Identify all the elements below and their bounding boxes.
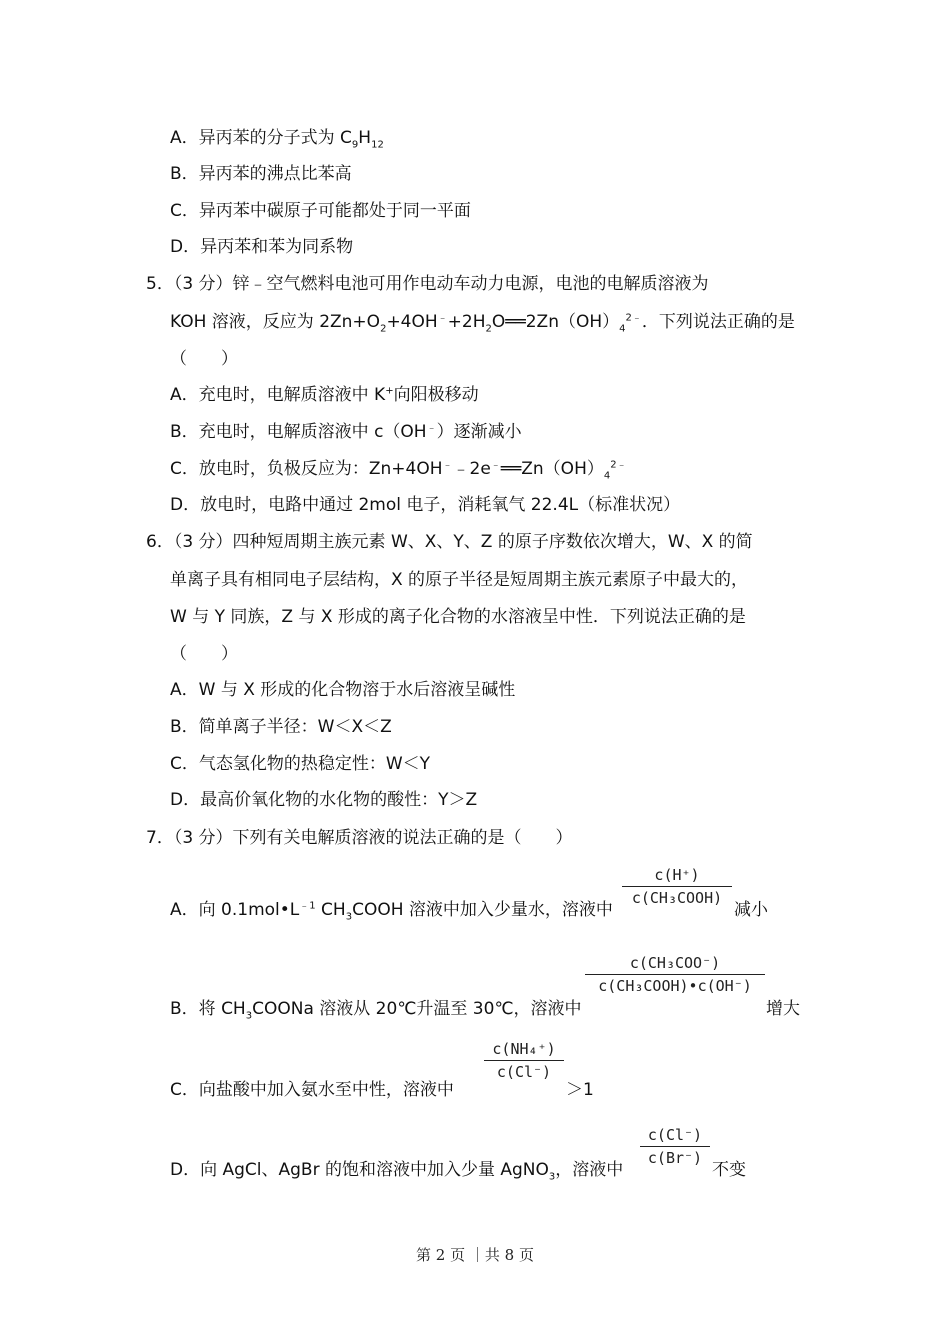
q7-b-numerator: c(CH₃COO⁻) [629, 954, 721, 972]
q7-a-fraction [622, 866, 732, 907]
q7-d-numerator: c(Cl⁻) [647, 1126, 703, 1144]
q7-a-denominator: c(CH₃COOH) [631, 889, 723, 907]
q6-option-b: B．简单离子半径：W＜X＜Z [170, 717, 392, 737]
q5-stem-line2: KOH 溶液，反应为 $2Zn+O_2+4OH^﹣+2H_2O══2Zn(OH)_4^{2﹣}$．下列说法正确的是 [170, 312, 795, 335]
q6-stem-line3: W 与 Y 同族，Z 与 X 形成的离子化合物的水溶液呈中性．下列说法正确的是 [170, 607, 746, 627]
q6-answer-paren: （ ） [170, 644, 238, 664]
q5-answer-paren: （ ） [170, 349, 238, 369]
q7-b-denominator: c(CH₃COOH)•c(OH⁻) [598, 977, 752, 995]
q7-c-denominator: c(Cl⁻) [496, 1063, 552, 1081]
q6-option-d: D．最高价氧化物的水化物的酸性：Y＞Z [170, 790, 478, 810]
q7-c-tail: ＞1 [566, 1080, 594, 1100]
q4-option-c: C．异丙苯中碳原子可能都处于同一平面 [170, 201, 471, 221]
q7-b-tail: 增大 [766, 999, 800, 1019]
q7-c-fraction [484, 1040, 564, 1081]
q5-option-a: A．充电时，电解质溶液中 K+向阳极移动 [170, 385, 479, 405]
fraction-bar [640, 1146, 710, 1147]
q4-option-a: A．异丙苯的分子式为 $C_9H_{12}$ [170, 128, 384, 151]
q4-option-d: D．异丙苯和苯为同系物 [170, 237, 354, 257]
q7-a-numerator: c(H⁺) [654, 866, 700, 884]
q7-b-fraction [585, 954, 765, 995]
page-footer: 第 2 页 ｜共 8 页 [416, 1246, 534, 1264]
q6-stem-line1: 6．（3 分）四种短周期主族元素 W、X、Y、Z 的原子序数依次增大，W、X 的简 [146, 532, 753, 552]
q4-option-b: B．异丙苯的沸点比苯高 [170, 164, 352, 184]
q7-a-tail: 减小 [734, 900, 768, 920]
q7-option-c: C．向盐酸中加入氨水至中性，溶液中 [170, 1080, 454, 1100]
q7-d-denominator: c(Br⁻) [647, 1149, 703, 1167]
q6-option-a: A．W 与 X 形成的化合物溶于水后溶液呈碱性 [170, 680, 516, 700]
fraction-bar [622, 886, 732, 887]
q7-d-fraction [640, 1126, 710, 1167]
q7-option-a: A．向 $0.1mol•L^{﹣1}$ $CH_3COOH$ 溶液中加入少量水，溶液中 [170, 900, 613, 923]
q7-d-tail: 不变 [712, 1160, 746, 1180]
q5-stem-line1: 5．（3 分）锌﹣空气燃料电池可用作电动车动力电源，电池的电解质溶液为 [146, 274, 709, 294]
q7-c-numerator: c(NH₄⁺) [492, 1040, 556, 1058]
q7-option-b: B．将 $CH_3COONa$ 溶液从 20℃升温至 30℃，溶液中 [170, 999, 582, 1022]
fraction-bar [484, 1060, 564, 1061]
fraction-bar [585, 974, 765, 975]
q7-option-d: D．向 AgCl、AgBr 的饱和溶液中加入少量 AgNO$_3$，溶液中 [170, 1160, 624, 1183]
q6-option-c: C．气态氢化物的热稳定性：W＜Y [170, 754, 431, 774]
q5-option-b: B．充电时，电解质溶液中 c（OH﹣）逐渐减小 [170, 422, 522, 442]
q5-option-c: C．放电时，负极反应为：$Zn+4OH^﹣﹣2e^﹣══Zn(OH)_4^{2﹣}$ [170, 459, 627, 482]
q6-stem-line2: 单离子具有相同电子层结构，X 的原子半径是短周期主族元素原子中最大的， [170, 570, 749, 590]
q7-stem: 7．（3 分）下列有关电解质溶液的说法正确的是（ ） [146, 828, 573, 848]
q5-option-d: D．放电时，电路中通过 2mol 电子，消耗氧气 22.4L（标准状况） [170, 495, 681, 515]
